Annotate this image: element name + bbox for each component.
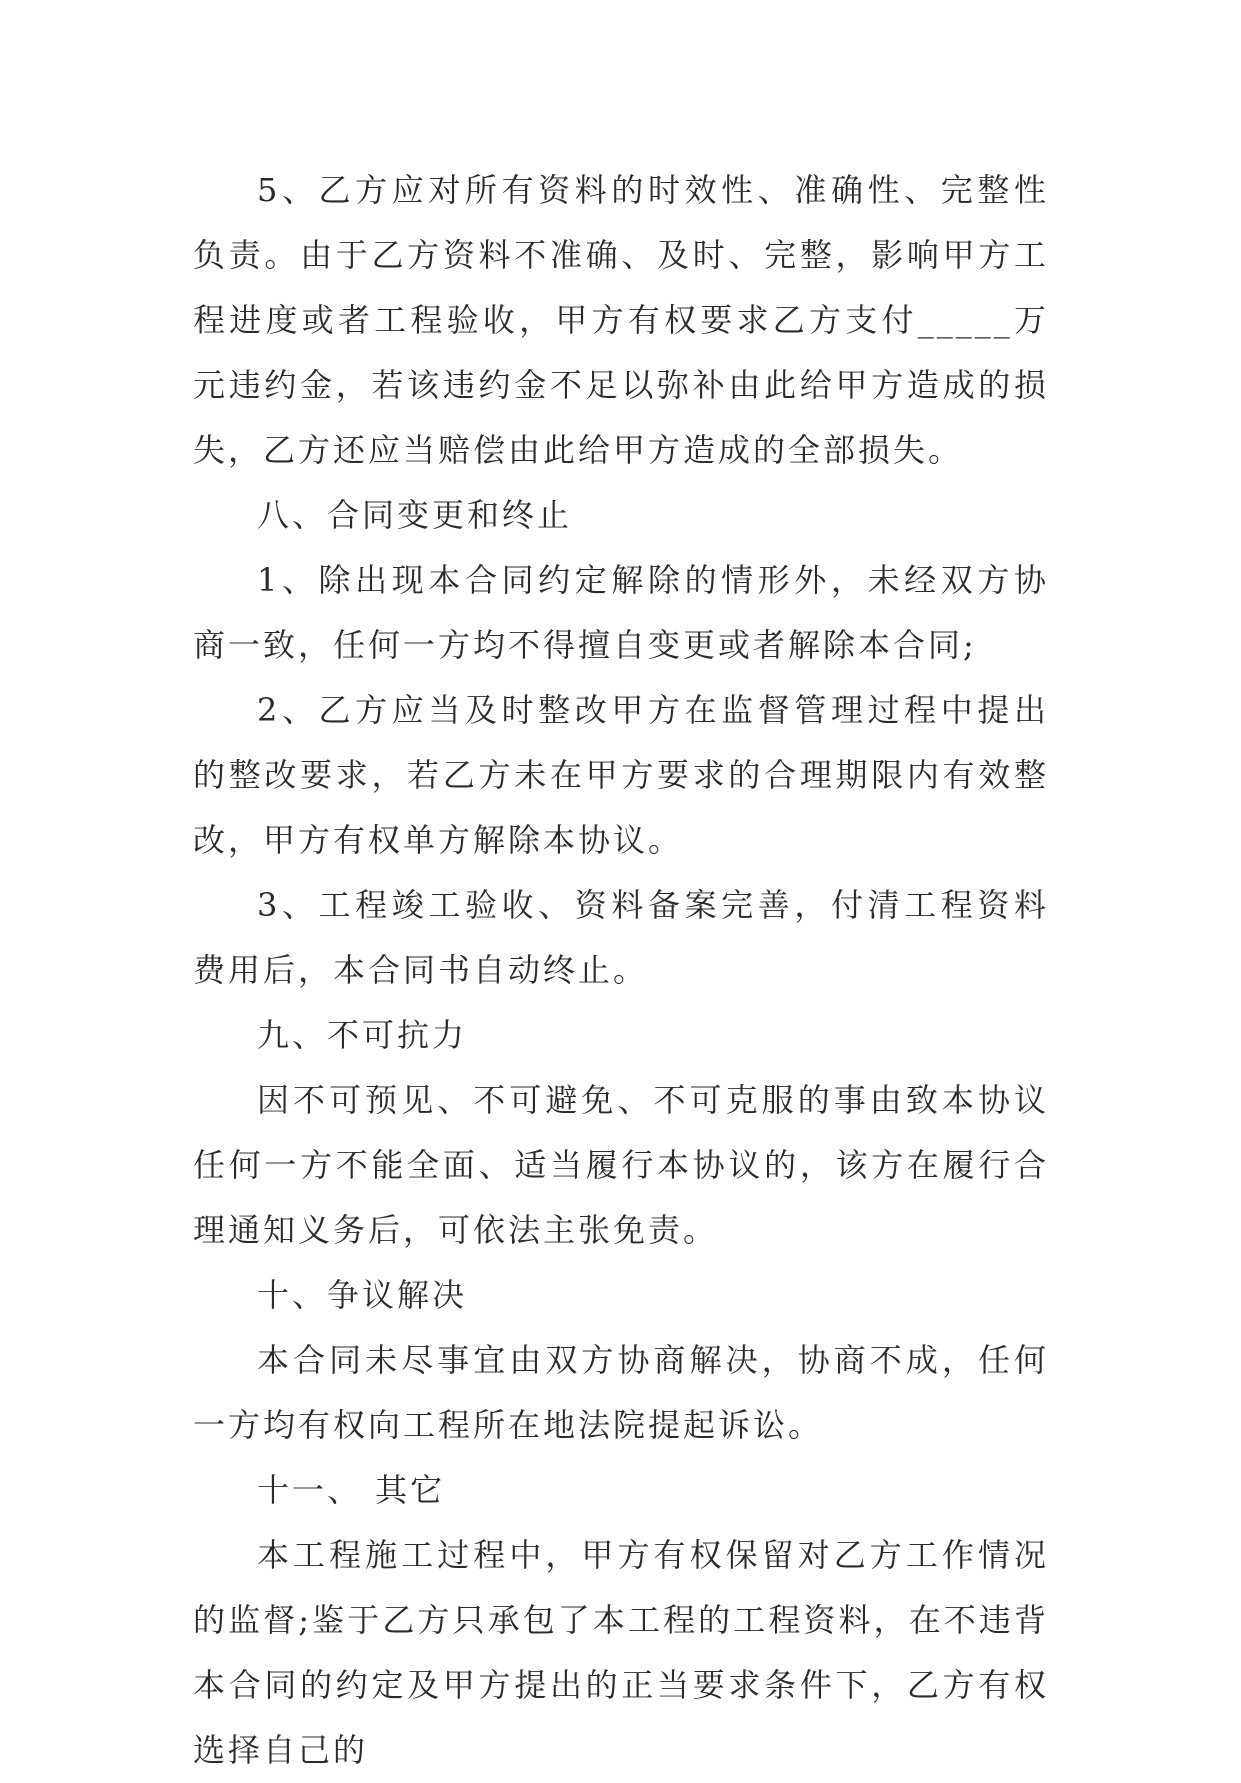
section-8-heading: 八、合同变更和终止 (257, 496, 573, 534)
dispute-paragraph: 本合同未尽事宜由双方协商解决，协商不成，任何一方均有权向工程所在地法院提起诉讼。 (193, 1341, 1049, 1444)
document-page (193, 158, 1049, 1783)
section-11-heading: 十一、 其它 (257, 1471, 446, 1509)
clause-7-5-paragraph: 5、乙方应对所有资料的时效性、准确性、完整性负责。由于乙方资料不准确、及时、完整，影响甲方工程进度或者工程验收，甲方有权要求乙方支付_____万元违约金，若该违约金不足以弥补由此给甲方造成的损失，乙方还应当赔偿由此给甲方造成的全部损失。 (193, 171, 1049, 469)
clause-8-1-paragraph: 1、除出现本合同约定解除的情形外，未经双方协商一致，任何一方均不得擅自变更或者解除本合同; (193, 561, 1049, 664)
section-9-heading: 九、不可抗力 (257, 1016, 468, 1054)
force-majeure-paragraph: 因不可预见、不可避免、不可克服的事由致本协议任何一方不能全面、适当履行本协议的，该方在履行合理通知义务后，可依法主张免责。 (193, 1081, 1049, 1249)
other-paragraph: 本工程施工过程中，甲方有权保留对乙方工作情况的监督;鉴于乙方只承包了本工程的工程资料，在不违背本合同的约定及甲方提出的正当要求条件下，乙方有权选择自己的 (193, 1536, 1049, 1769)
clause-8-3-paragraph: 3、工程竣工验收、资料备案完善，付清工程资料费用后，本合同书自动终止。 (193, 886, 1049, 989)
clause-8-2-paragraph: 2、乙方应当及时整改甲方在监督管理过程中提出的整改要求，若乙方未在甲方要求的合理期限内有效整改，甲方有权单方解除本协议。 (193, 691, 1049, 859)
section-10-heading: 十、争议解决 (257, 1276, 468, 1314)
